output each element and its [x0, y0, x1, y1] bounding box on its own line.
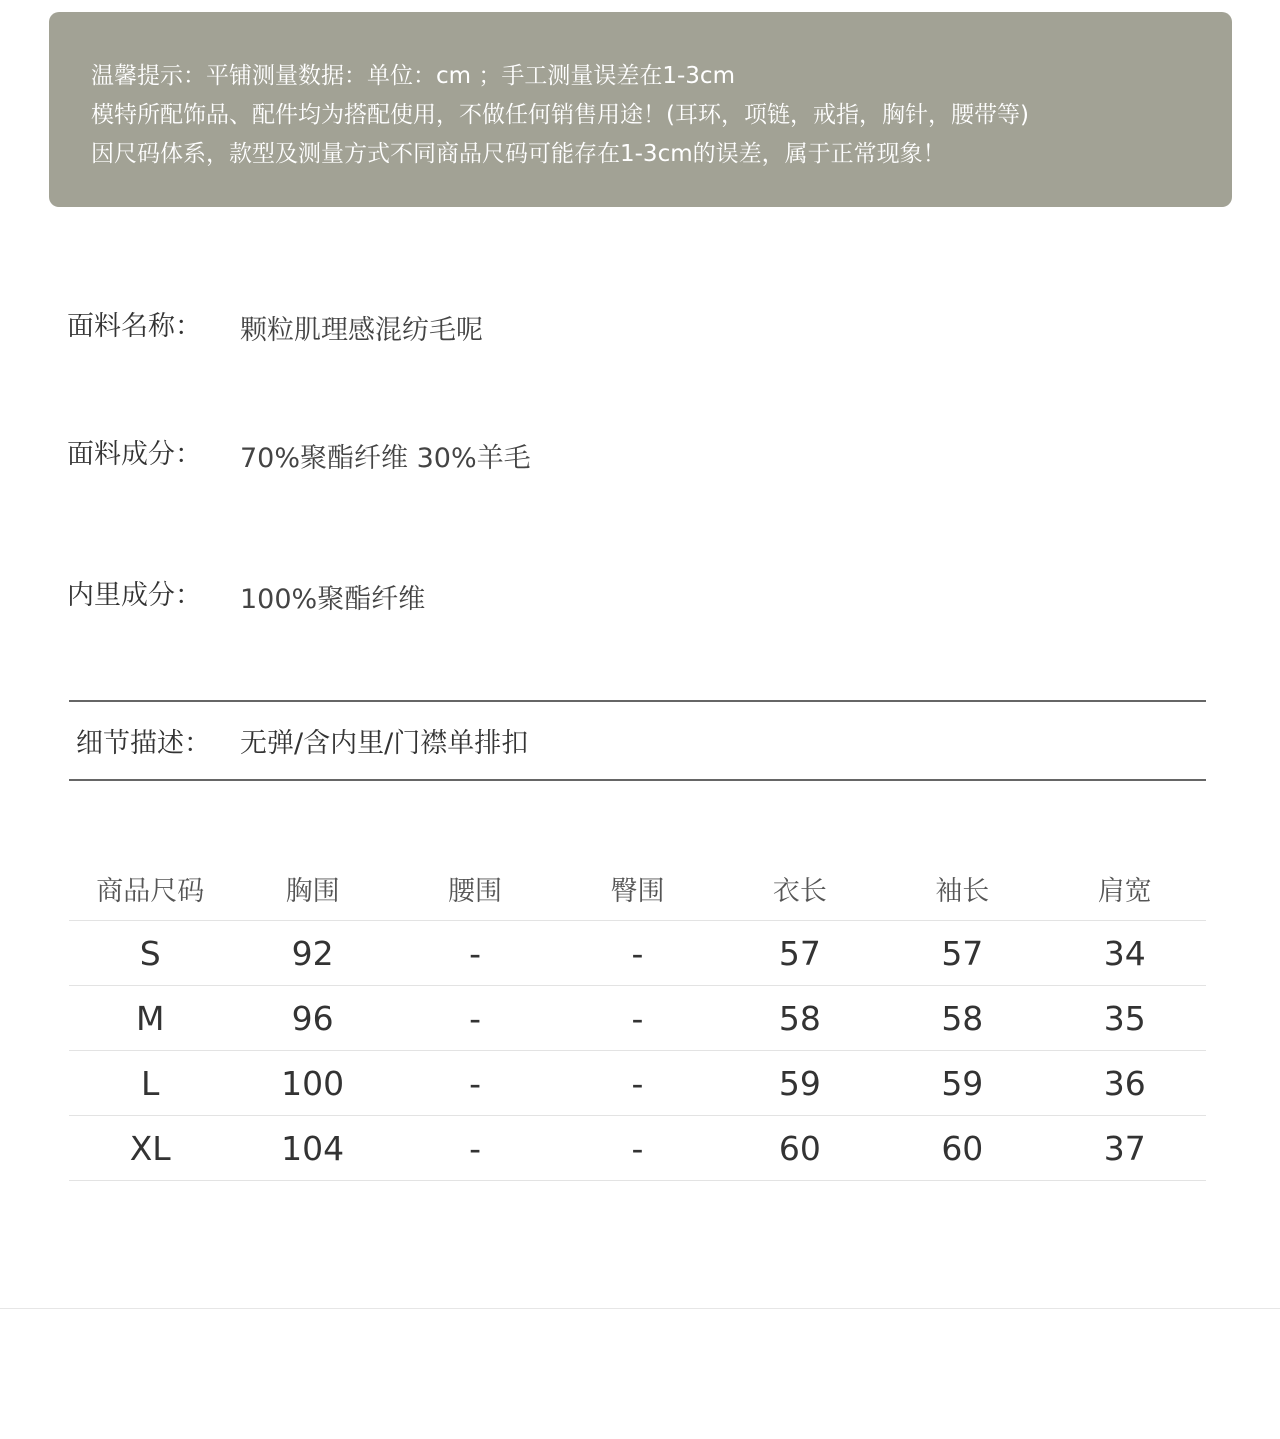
cell-chest: 104	[231, 1116, 393, 1181]
notice-line: 因尺码体系，款型及测量方式不同商品尺码可能存在1-3cm的误差，属于正常现象！	[91, 141, 946, 167]
spec-label: 面料名称：	[67, 311, 202, 342]
table-row	[69, 1116, 1206, 1181]
spec-lining-composition	[67, 573, 1207, 613]
table-row	[69, 921, 1206, 986]
cell-size: M	[69, 986, 231, 1051]
detail-value: 无弹/含内里/门襟单排扣	[240, 728, 529, 759]
spec-value: 70%聚酯纤维 30%羊毛	[240, 443, 531, 474]
header-waist: 腰围	[394, 856, 556, 921]
cell-chest: 92	[231, 921, 393, 986]
cell-shoulder: 36	[1044, 1051, 1206, 1116]
spec-fabric-composition	[67, 432, 1207, 472]
cell-waist: -	[394, 1051, 556, 1116]
divider-top	[69, 700, 1206, 702]
cell-shoulder: 34	[1044, 921, 1206, 986]
spec-label: 面料成分：	[67, 439, 202, 470]
cell-shoulder: 37	[1044, 1116, 1206, 1181]
cell-length: 58	[719, 986, 881, 1051]
cell-length: 59	[719, 1051, 881, 1116]
header-length: 衣长	[719, 856, 881, 921]
cell-hip: -	[556, 1116, 718, 1181]
header-chest: 胸围	[231, 856, 393, 921]
cell-length: 60	[719, 1116, 881, 1181]
table-row	[69, 1051, 1206, 1116]
table-header-row	[69, 856, 1206, 921]
notice-line: 模特所配饰品、配件均为搭配使用，不做任何销售用途！(耳环，项链，戒指，胸针，腰带等)	[91, 102, 1029, 128]
notice-box	[49, 12, 1232, 207]
cell-size: S	[69, 921, 231, 986]
cell-waist: -	[394, 1116, 556, 1181]
cell-sleeve: 59	[881, 1051, 1043, 1116]
cell-size: XL	[69, 1116, 231, 1181]
detail-label: 细节描述：	[76, 728, 211, 759]
cell-sleeve: 57	[881, 921, 1043, 986]
spec-label: 内里成分：	[67, 580, 202, 611]
detail-description	[76, 721, 1206, 761]
notice-line: 温馨提示：平铺测量数据：单位：cm ；手工测量误差在1-3cm	[91, 63, 735, 89]
table-row	[69, 986, 1206, 1051]
cell-hip: -	[556, 921, 718, 986]
cell-length: 57	[719, 921, 881, 986]
cell-hip: -	[556, 1051, 718, 1116]
cell-sleeve: 58	[881, 986, 1043, 1051]
header-size: 商品尺码	[69, 856, 231, 921]
cell-chest: 96	[231, 986, 393, 1051]
cell-waist: -	[394, 986, 556, 1051]
header-shoulder: 肩宽	[1044, 856, 1206, 921]
cell-chest: 100	[231, 1051, 393, 1116]
size-table	[69, 856, 1206, 1181]
spec-fabric-name	[67, 304, 1207, 344]
header-sleeve: 袖长	[881, 856, 1043, 921]
cell-size: L	[69, 1051, 231, 1116]
cell-hip: -	[556, 986, 718, 1051]
divider-bottom	[69, 779, 1206, 781]
footer-divider	[0, 1308, 1280, 1309]
cell-waist: -	[394, 921, 556, 986]
spec-value: 100%聚酯纤维	[240, 584, 426, 615]
cell-sleeve: 60	[881, 1116, 1043, 1181]
cell-shoulder: 35	[1044, 986, 1206, 1051]
header-hip: 臀围	[556, 856, 718, 921]
spec-value: 颗粒肌理感混纺毛呢	[240, 315, 483, 346]
